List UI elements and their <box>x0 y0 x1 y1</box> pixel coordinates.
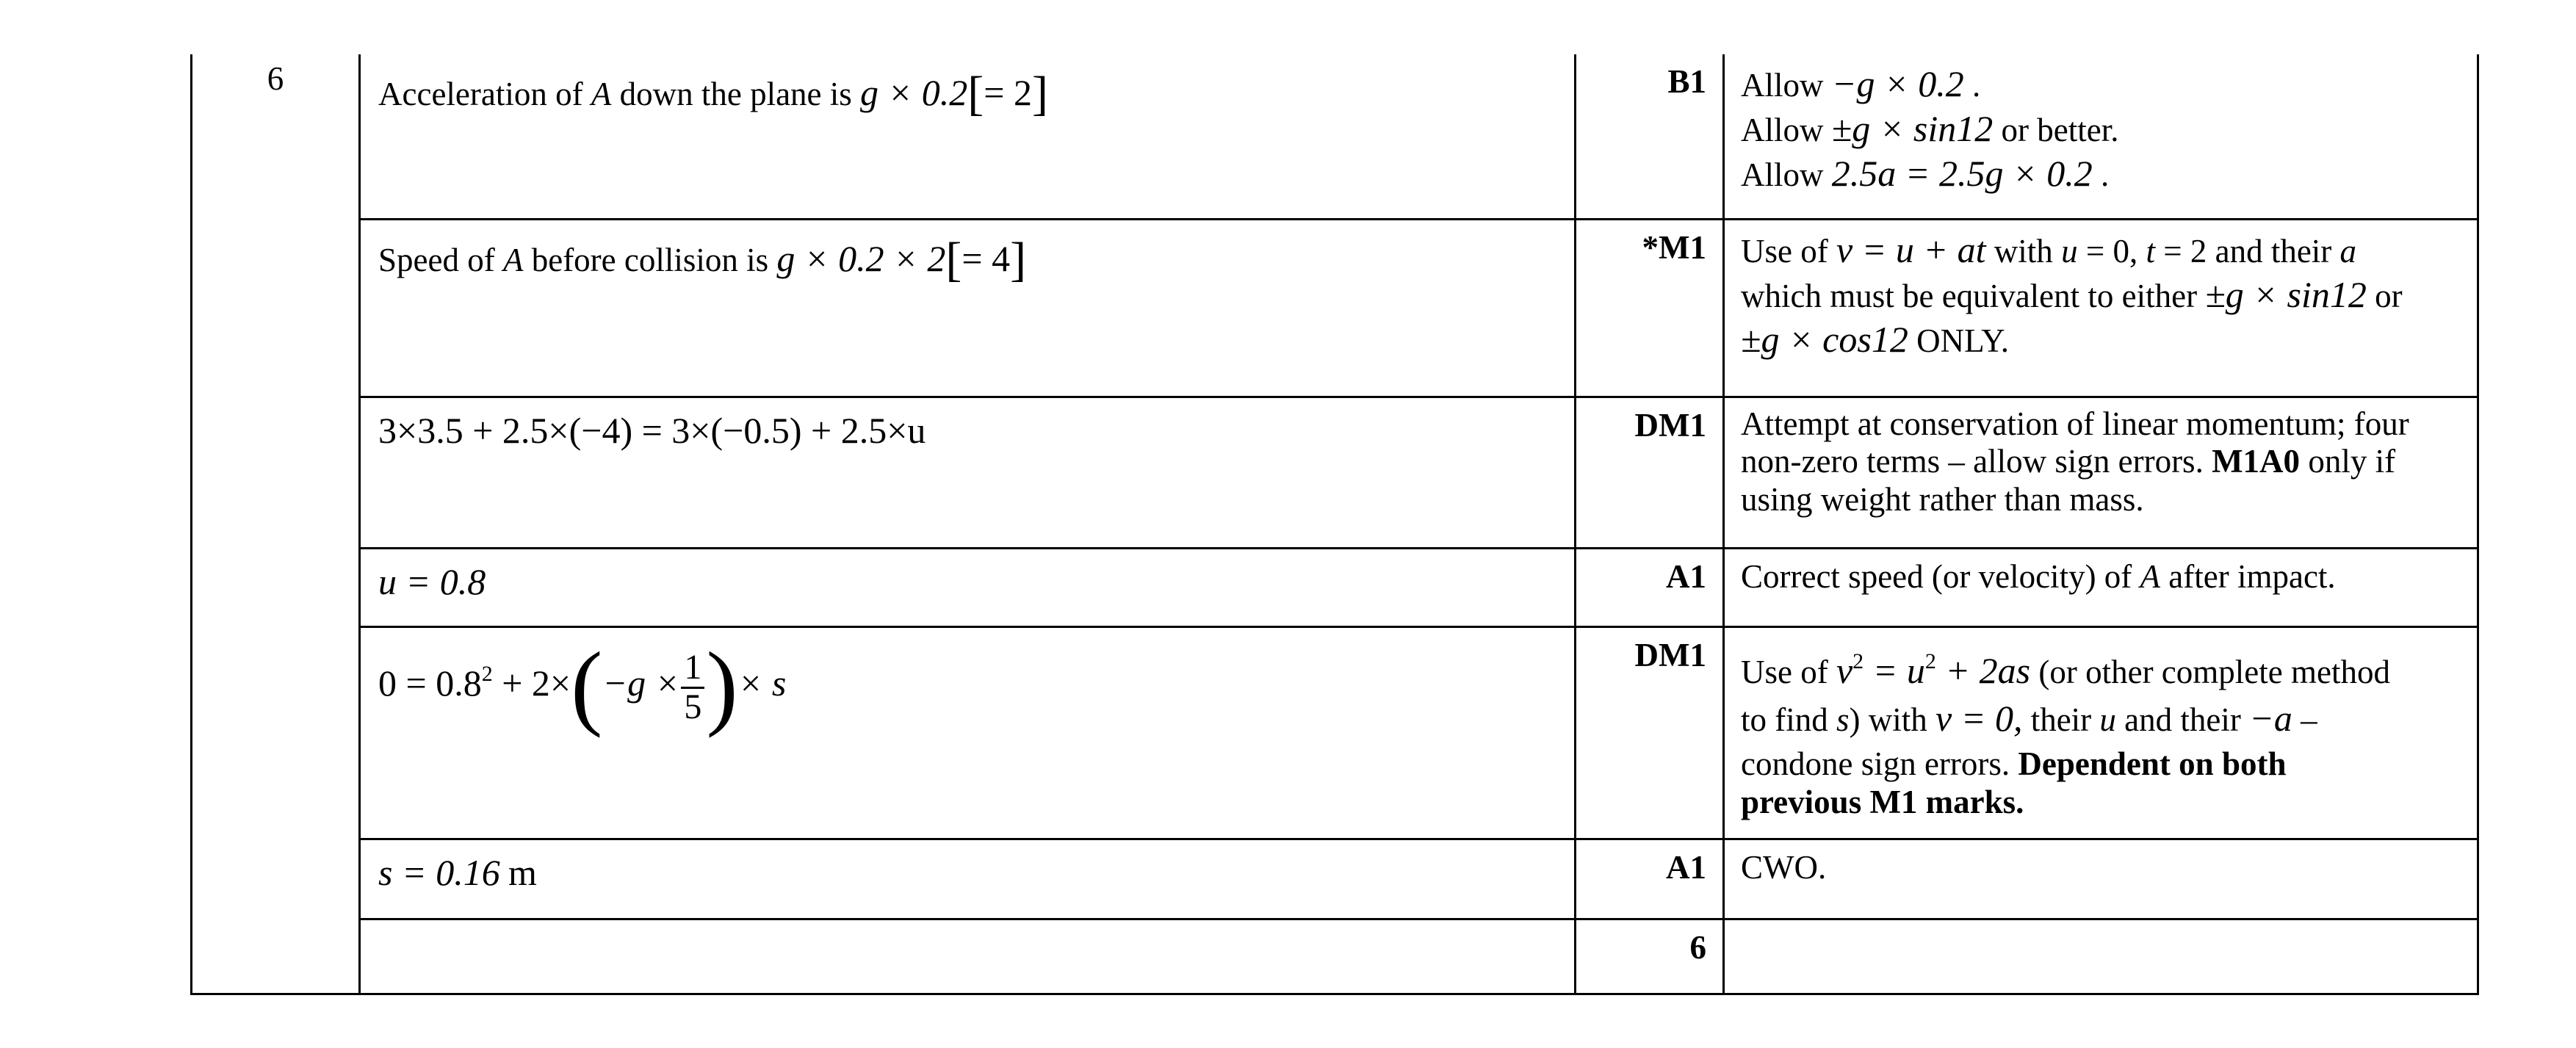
bracket-value: = 2 <box>984 72 1032 113</box>
guidance-text: Attempt at conservation of linear momentum; four non-zero terms – allow sign errors. <box>1741 405 2409 480</box>
guidance-math: ±g × cos12 <box>1741 318 1908 360</box>
guidance-var: u <box>2061 232 2078 270</box>
method-cell <box>360 397 1576 548</box>
guidance-line <box>1741 742 2461 786</box>
guidance-cell <box>1724 839 2478 919</box>
guidance-line <box>1741 317 2461 362</box>
guidance-text: or better. <box>1993 112 2119 148</box>
table-row <box>192 397 2478 548</box>
guidance-text: which must be equivalent to either <box>1741 277 2206 314</box>
guidance-var: s <box>1836 701 1850 738</box>
method-math: s = 0.16 <box>378 851 500 893</box>
guidance-math: 2.5a = 2.5g × 0.2 <box>1831 153 2093 194</box>
method-math: 0 = 0.8 <box>378 662 482 704</box>
guidance-text: CWO. <box>1741 848 1827 886</box>
open-bracket: [ <box>945 232 962 286</box>
guidance-text: or <box>2366 277 2403 314</box>
guidance-text: = 2 and their <box>2154 232 2340 270</box>
guidance-text: to find <box>1741 701 1836 738</box>
guidance-math: + 2as <box>1935 649 2031 691</box>
close-paren: ) <box>706 632 738 739</box>
guidance-line <box>1741 228 2461 272</box>
guidance-cell <box>1724 54 2478 219</box>
method-cell <box>360 548 1576 626</box>
method-math: u = 0.8 <box>378 560 486 602</box>
method-superscript: 2 <box>481 661 493 686</box>
guidance-text: (or other complete method <box>2030 653 2390 690</box>
guidance-text: . <box>1963 67 1981 104</box>
open-paren: ( <box>571 632 603 739</box>
guidance-superscript: 2 <box>1924 648 1936 673</box>
guidance-line <box>1741 106 2461 151</box>
guidance-math: ±g × sin12 <box>2205 273 2367 315</box>
method-math: + 2× <box>492 662 571 704</box>
mark-cell: *M1 <box>1576 219 1724 397</box>
table-row <box>192 839 2478 919</box>
method-cell <box>360 219 1576 397</box>
guidance-cell <box>1724 548 2478 626</box>
guidance-math: −a <box>2249 697 2292 739</box>
guidance-cell <box>1724 919 2478 994</box>
guidance-text: ) with <box>1849 701 1936 738</box>
guidance-var: u <box>2099 701 2116 738</box>
guidance-text: Allow <box>1741 112 1832 148</box>
mark-cell: A1 <box>1576 548 1724 626</box>
guidance-text: Allow <box>1741 67 1832 104</box>
guidance-cell <box>1724 397 2478 548</box>
fraction-numerator: 1 <box>681 649 704 688</box>
open-bracket: [ <box>967 67 984 120</box>
guidance-cell <box>1724 219 2478 397</box>
bracket-value: = 4 <box>962 237 1011 279</box>
guidance-bold: Dependent on both <box>2018 745 2287 782</box>
guidance-text: Correct speed (or velocity) of <box>1741 557 2140 595</box>
guidance-cell <box>1724 626 2478 839</box>
guidance-text: Use of <box>1741 653 1836 690</box>
method-cell <box>360 54 1576 219</box>
guidance-text: their <box>2022 701 2100 738</box>
method-text: down the plane is <box>611 76 861 112</box>
guidance-math: v = u + at <box>1836 228 1986 270</box>
guidance-text: Allow <box>1741 156 1832 193</box>
method-math: g × 0.2 × 2 <box>776 237 946 279</box>
guidance-math: v = 0, <box>1935 697 2023 739</box>
guidance-text: condone sign errors. <box>1741 745 2018 782</box>
method-text: before collision is <box>523 241 777 278</box>
guidance-text: only if using weight rather than mass. <box>1741 443 2396 518</box>
table-row <box>192 626 2478 839</box>
mark-cell: B1 <box>1576 54 1724 219</box>
mark-cell: DM1 <box>1576 397 1724 548</box>
method-cell <box>360 839 1576 919</box>
guidance-text: and their <box>2115 701 2250 738</box>
method-text: Acceleration of <box>378 76 591 112</box>
mark-cell: DM1 <box>1576 626 1724 839</box>
guidance-line <box>1741 151 2461 196</box>
fraction <box>681 649 704 726</box>
total-mark-cell: 6 <box>1576 919 1724 994</box>
guidance-superscript: 2 <box>1852 648 1864 673</box>
guidance-line <box>1741 62 2461 106</box>
method-var: A <box>502 241 524 278</box>
guidance-text: . <box>2092 156 2110 193</box>
guidance-var: a <box>2339 232 2357 270</box>
table-row <box>192 54 2478 219</box>
method-math: × s <box>737 662 787 704</box>
guidance-math: ±g × sin12 <box>1831 108 1994 149</box>
guidance-text: = 0, <box>2077 232 2146 270</box>
guidance-text: Use of <box>1741 232 1836 270</box>
guidance-math: −g × 0.2 <box>1831 63 1964 104</box>
close-bracket: ] <box>1010 232 1027 286</box>
method-cell <box>360 626 1576 839</box>
table-row <box>192 219 2478 397</box>
method-math: g × 0.2 <box>860 72 968 113</box>
guidance-var: t <box>2146 232 2155 270</box>
table-row <box>192 919 2478 994</box>
fraction-denominator: 5 <box>684 687 702 726</box>
question-number: 6 <box>267 60 284 97</box>
guidance-bold: M1A0 <box>2212 443 2301 480</box>
question-number-cell <box>192 54 360 994</box>
guidance-text: ONLY. <box>1908 322 2010 359</box>
table-row <box>192 548 2478 626</box>
method-var: A <box>591 76 612 112</box>
guidance-text: with <box>1985 232 2062 270</box>
guidance-line <box>1741 647 2461 695</box>
guidance-text: – <box>2292 701 2317 738</box>
mark-scheme-table <box>190 54 2479 995</box>
guidance-line <box>1741 695 2461 742</box>
guidance-text: after impact. <box>2160 557 2336 595</box>
method-cell <box>360 919 1576 994</box>
guidance-var: A <box>2140 557 2161 595</box>
close-bracket: ] <box>1031 67 1048 120</box>
method-unit: m <box>508 851 537 893</box>
method-text: Speed of <box>378 241 503 278</box>
guidance-line <box>1741 272 2461 317</box>
guidance-math: = u <box>1864 649 1925 691</box>
guidance-line: previous M1 marks. <box>1741 784 2024 820</box>
mark-cell: A1 <box>1576 839 1724 919</box>
guidance-math: v <box>1836 649 1853 691</box>
method-math: −g × <box>602 662 680 704</box>
method-math: 3×3.5 + 2.5×(−4) = 3×(−0.5) + 2.5×u <box>378 409 926 451</box>
